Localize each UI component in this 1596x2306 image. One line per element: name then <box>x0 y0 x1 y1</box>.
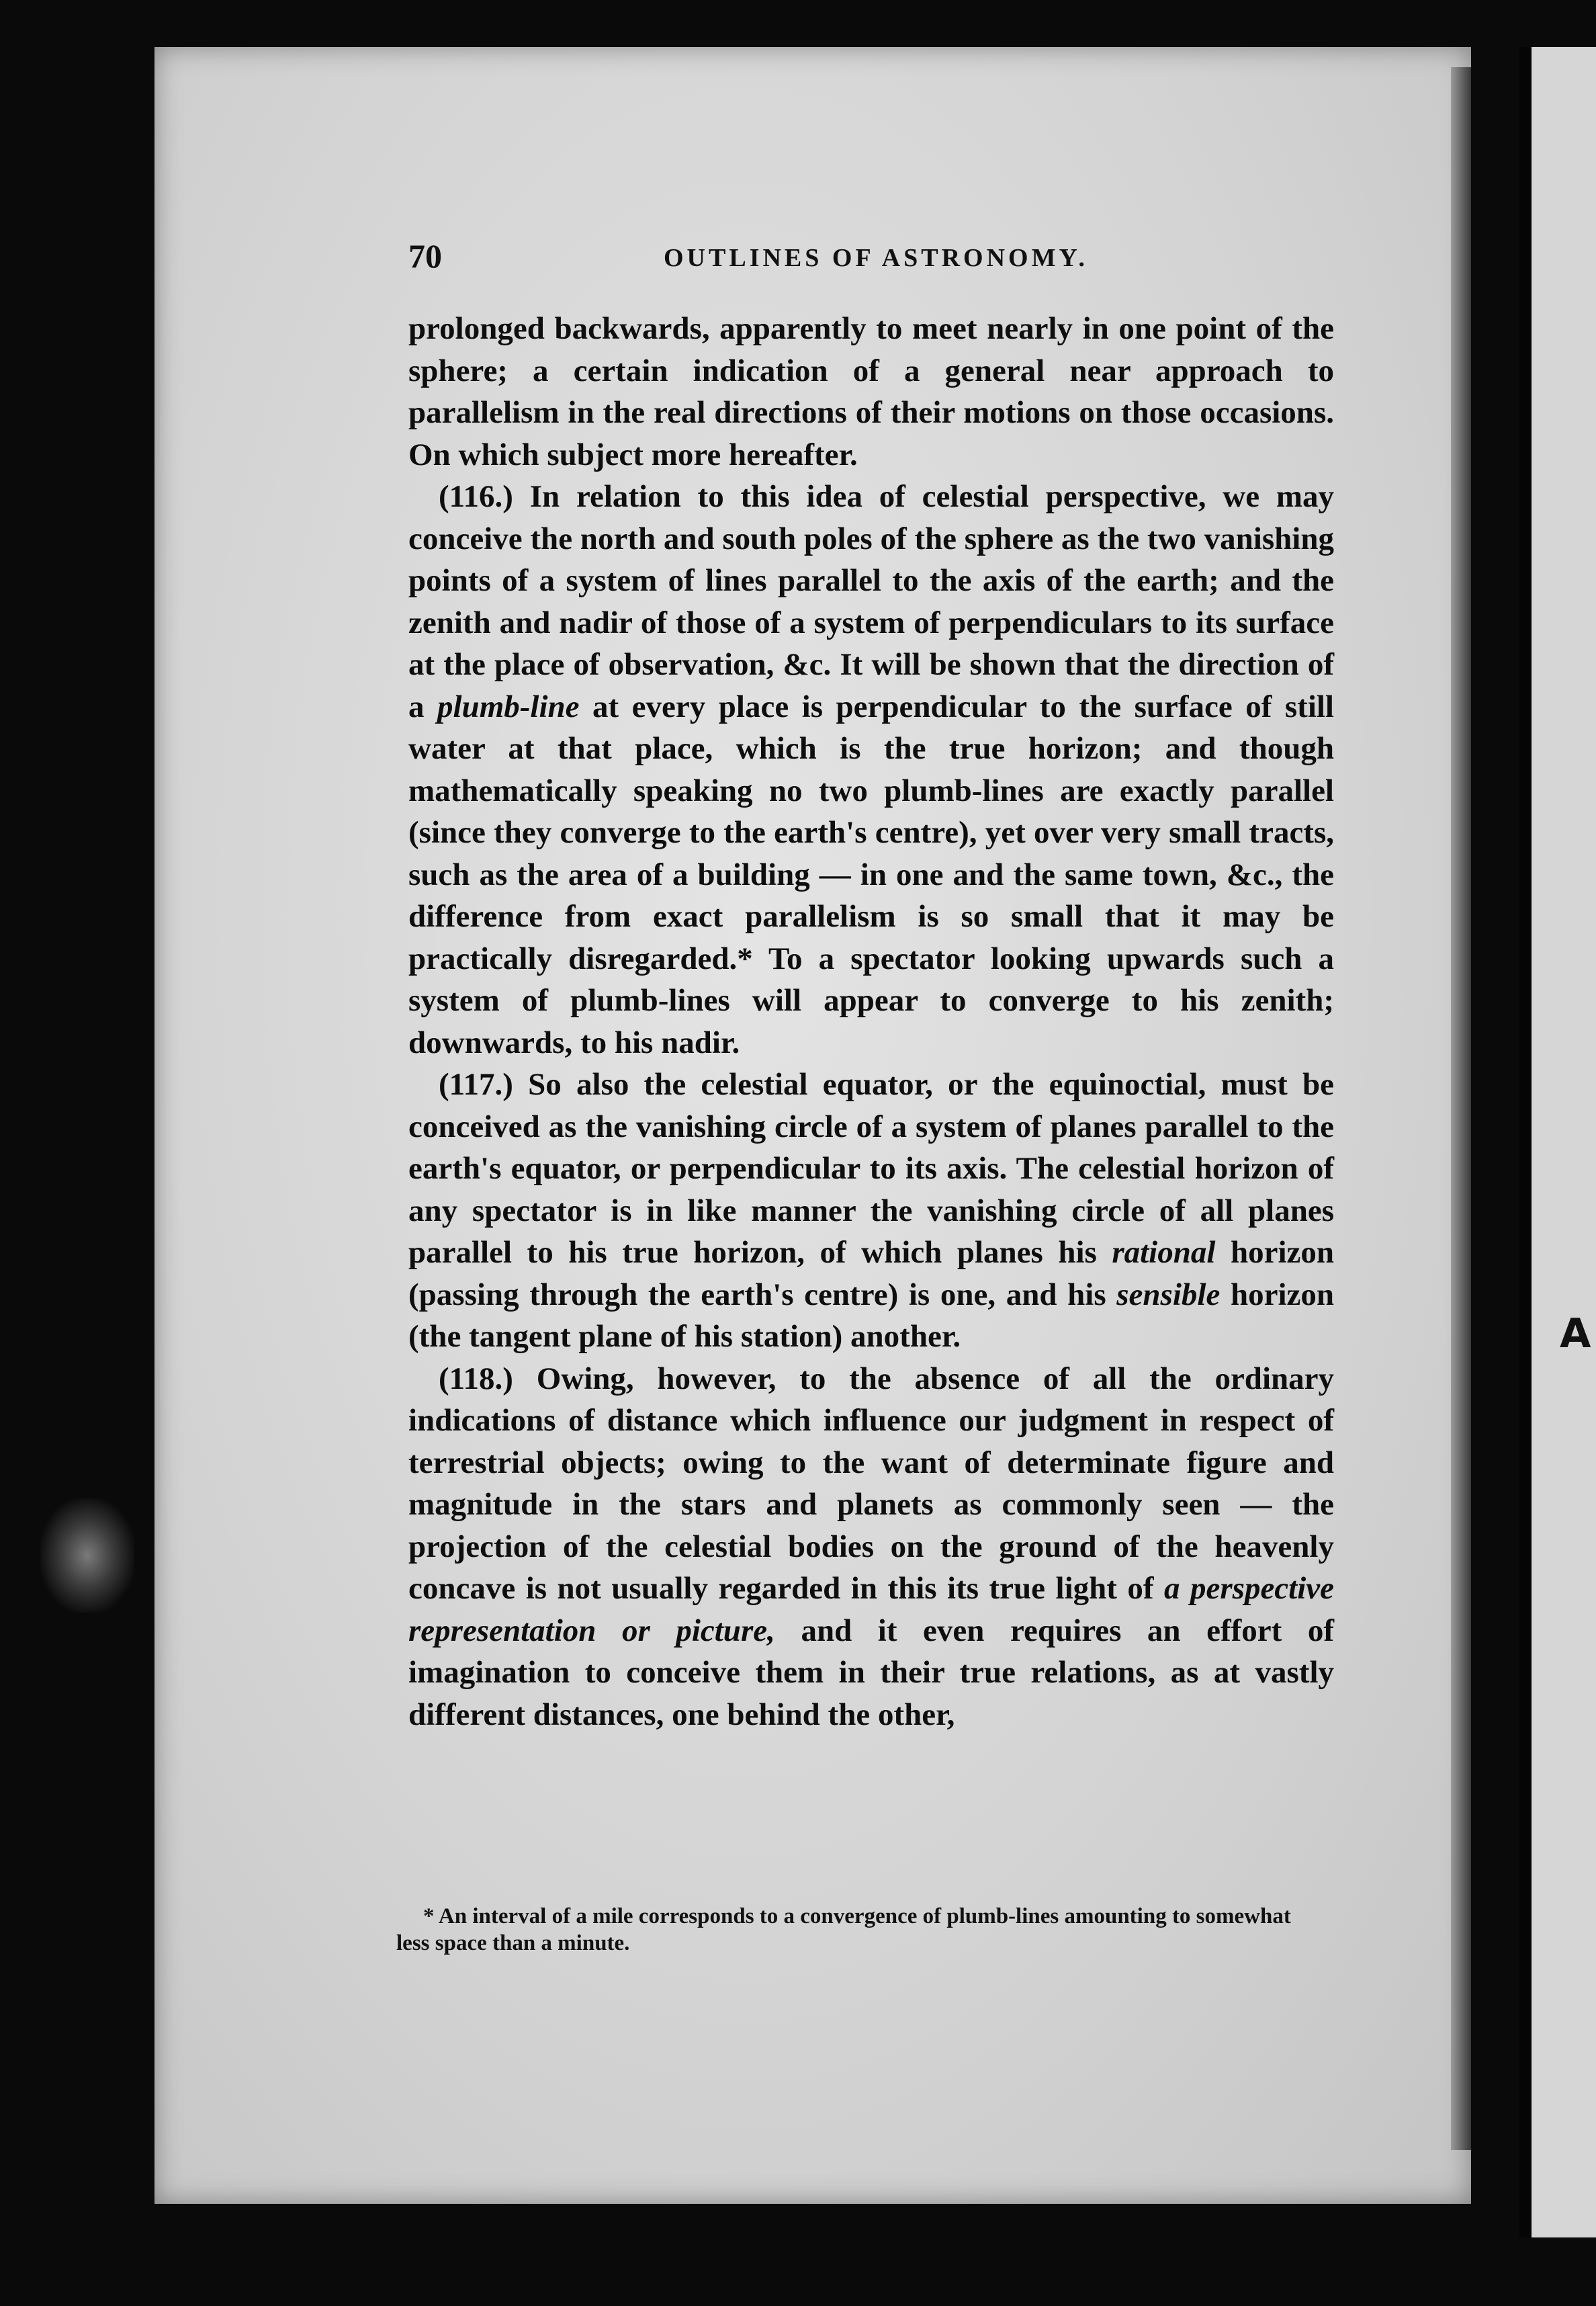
paragraph-118-text-b: and it even requires an effort of imagination to conceive them in their true relations, as at vastly different distances, one behind the other, <box>408 1613 1335 1732</box>
paragraph-116 <box>408 476 1334 1064</box>
paragraph-continuation: prolonged backwards, apparently to meet nearly in one point of the sphere; a certain indication of a general near approach to parallelism in the real directions of their motions on those occasions. On which subject more hereafter. <box>408 311 1334 472</box>
section-number-116: (116.) <box>439 479 513 514</box>
page-number: 70 <box>408 237 442 275</box>
paragraph-117-text-b: horizon (passing through the earth's centre) is one, and his <box>408 1235 1335 1312</box>
paragraph-116-text-a: In relation to this idea of celestial perspective, we may conceive the north and south poles of the sphere as the two vanishing points of a system of lines parallel to the axis of the earth; and the zenith and nadir of those of a system of perpendiculars to its surface at the place of observation, &c. It will be shown that the direction of a <box>408 479 1335 724</box>
body-text <box>408 308 1334 1736</box>
paragraph-116-emphasis: plumb-line <box>437 689 580 724</box>
footnote: * An interval of a mile corresponds to a convergence of plumb-lines amounting to somewhat less space than a minute. <box>396 1904 1291 1955</box>
section-number-117: (117.) <box>439 1067 513 1102</box>
paragraph-117-text-a: So also the celestial equator, or the equinoctial, must be conceived as the vanishing circle of a system of planes parallel to the earth's equator, or perpendicular to its axis. The celestial horizon of any spectator is in like manner the vanishing circle of all planes parallel to his true horizon, of which planes his <box>408 1067 1334 1270</box>
page-header <box>408 237 1322 284</box>
running-title: OUTLINES OF ASTRONOMY. <box>664 244 1088 272</box>
page-gutter-shadow <box>1451 67 1471 2150</box>
paragraph-118-text-a: Owing, however, to the absence of all the ordinary indications of distance which influence our judgment in respect of terrestrial objects; owing to the want of determinate figure and magnitude in the stars and planets as commonly seen — the projection of the celestial bodies on the ground of the heavenly concave is not usually regarded in this its true light of <box>408 1361 1335 1606</box>
facing-page-glyph: A <box>1560 1310 1591 1357</box>
paragraph-118-emphasis: a perspective representation or picture, <box>408 1571 1335 1648</box>
binding-debris <box>40 1498 134 1613</box>
paragraph-118 <box>408 1358 1334 1736</box>
paragraph-117-text-c: horizon (the tangent plane of his station) another. <box>408 1277 1335 1354</box>
paragraph-117-emphasis-sensible: sensible <box>1116 1277 1221 1312</box>
section-number-118: (118.) <box>439 1361 513 1396</box>
paragraph-116-text-b: at every place is perpendicular to the surface of still water at that place, which is the true horizon; and though mathematically speaking no two plumb-lines are exactly parallel (since they converge to the earth's centre), yet over very small tracts, such as the area of a building — in one and the same town, &c., the difference from exact parallelism is so small that it may be practically disregarded.* To a spectator looking upwards such a system of plumb-lines will appear to converge to his zenith; downwards, to his nadir. <box>408 689 1334 1060</box>
facing-page-edge <box>1519 47 1596 2237</box>
paragraph-117 <box>408 1064 1334 1358</box>
paragraph-117-emphasis-rational: rational <box>1112 1235 1216 1270</box>
